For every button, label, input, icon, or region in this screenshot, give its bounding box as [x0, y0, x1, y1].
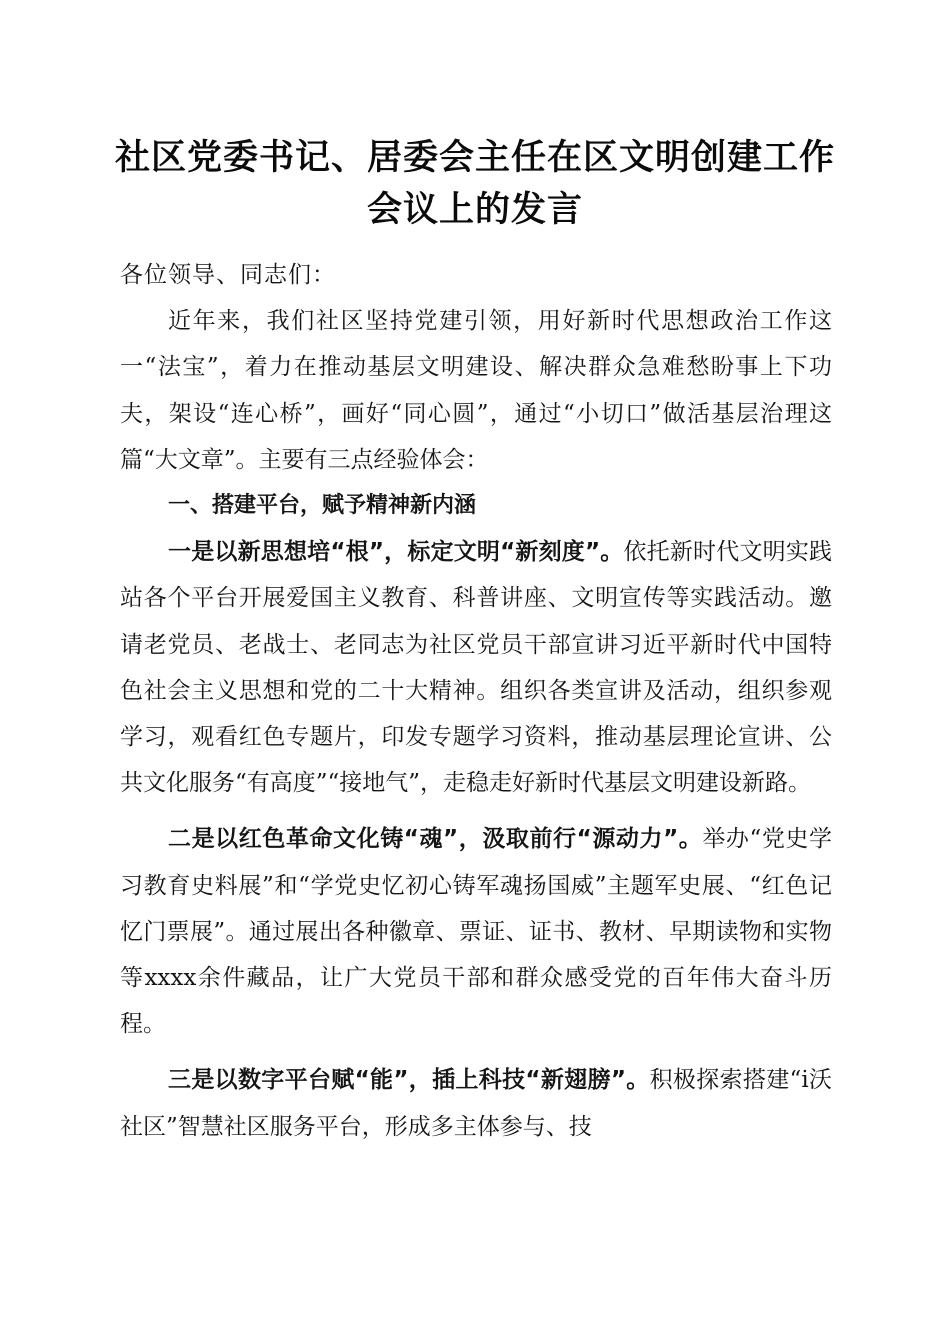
document-body: [120, 252, 832, 1150]
intro-paragraph: 近年来，我们社区坚持党建引领，用好新时代思想政治工作这一“法宝”，着力在推动基层文明建设、解决群众急难愁盼事上下功夫，架设“连心桥”，画好“同心圆”，通过“小切口”做活基层治理这篇“大文章”。主要有三点经验体会：: [120, 308, 832, 473]
paragraph-3-lead: 三是以数字平台赋“能”，插上科技“新翅膀”。: [168, 1067, 650, 1094]
paragraph-1-lead: 一是以新思想培“根”，标定文明“新刻度”。: [168, 539, 624, 566]
title-line-1: 社区党委书记、居委会主任在区文明创建工作: [114, 137, 835, 178]
paragraph-2: [120, 816, 832, 1047]
paragraph-1-body: 依托新时代文明实践站各个平台开展爱国主义教育、科普讲座、文明宣传等实践活动。邀请老党员、老战士、老同志为社区党员干部宣讲习近平新时代中国特色社会主义思想和党的二十大精神。组织各类宣讲及活动，组织参观学习，观看红色专题片，印发专题学习资料，推动基层理论宣讲、公共文化服务“有高度”“接地气”，走稳走好新时代基层文明建设新路。: [120, 539, 833, 797]
paragraph-2-body: 举办“党史学习教育史料展”和“学党史忆初心铸军魂扬国威”主题军史展、“红色记忆门票展”。通过展出各种徽章、票证、证书、教材、早期读物和实物等xxxx余件藏品，让广大党员干部和群众感受党的百年伟大奋斗历程。: [120, 826, 832, 1038]
section-heading-1: 一、搭建平台，赋予精神新内涵: [168, 493, 477, 519]
paragraph-3-body: 积极探索搭建“i沃社区”智慧社区服务平台，形成多主体参与、技: [120, 1067, 832, 1140]
salutation: 各位领导、同志们：: [120, 262, 336, 288]
page-title: [100, 132, 850, 236]
paragraph-2-lead: 二是以红色革命文化铸“魂”，汲取前行“源动力”。: [168, 826, 703, 853]
paragraph-3: [120, 1057, 832, 1149]
paragraph-1: [120, 529, 832, 806]
title-line-2: 会议上的发言: [366, 189, 583, 230]
